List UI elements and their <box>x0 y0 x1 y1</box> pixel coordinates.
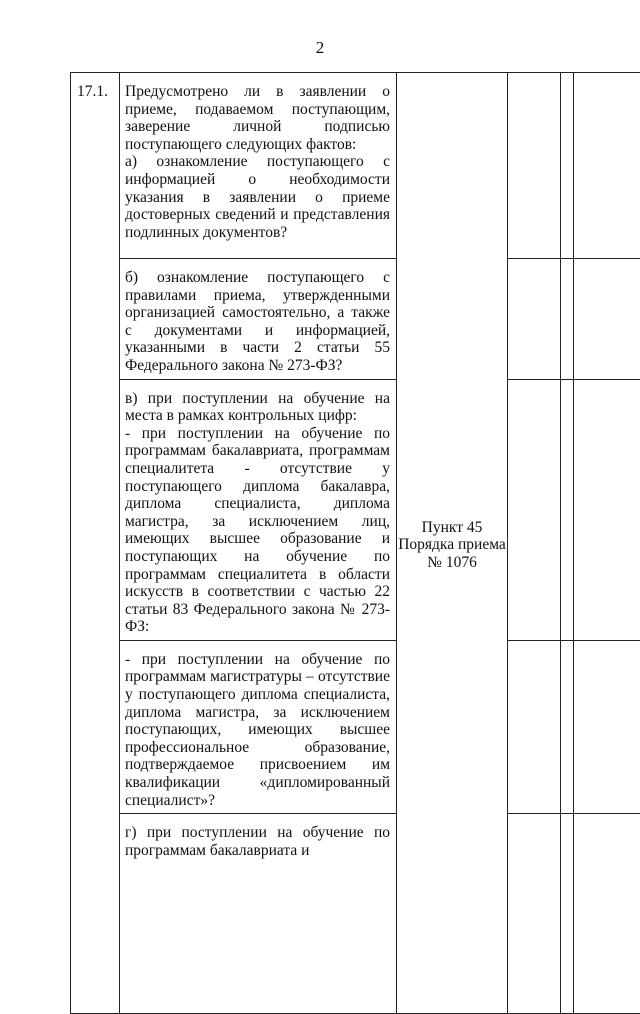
table-row <box>71 73 640 259</box>
item-c-intro: в) при поступлении на обучение на места в рамках контрольных цифр: <box>125 390 390 425</box>
reference-line: Порядка приема <box>397 536 507 554</box>
answer-cell[interactable] <box>561 379 574 640</box>
item-b: б) ознакомление поступающего с правилами приема, утвержденными организацией самостоятельно, а также с документами и информацией, указанными в части 2 статьи 55 Федерального закона № 273-ФЗ? <box>125 269 390 375</box>
answer-cell[interactable] <box>508 814 561 1014</box>
question-cell <box>120 640 397 813</box>
item-c2: - при поступлении на обучение по программам магистратуры – отсутствие у поступающего диплома специалиста, диплома магистра, за исключением поступающих, имеющих высшее профессиональное образование, подтверждаемое присвоением им квалификации «дипломированный специалист»? <box>125 651 390 809</box>
item-a: а) ознакомление поступающего с информацией о необходимости указания в заявлении о приеме достоверных сведений и представления подлинных документов? <box>125 153 390 241</box>
row-number-cell <box>71 73 120 1014</box>
row-number: 17.1. <box>77 83 108 100</box>
answer-cell[interactable] <box>574 640 640 813</box>
item-d: г) при поступлении на обучение по программам бакалавриата и <box>125 824 390 859</box>
table-row <box>71 814 640 1014</box>
question-cell <box>120 814 397 1014</box>
answer-cell[interactable] <box>508 640 561 813</box>
page-number: 2 <box>0 38 640 58</box>
question-cell <box>120 259 397 380</box>
item-c1: - при поступлении на обучение по программам бакалавриата, программам специалитета - отсутствие у поступающего диплома бакалавра, диплома специалиста, диплома магистра, за исключением лиц, имеющих высшее образование и поступающих на обучение по программам специалитета в области искусств в соответствии с частью 22 статьи 83 Федерального закона № 273-ФЗ: <box>125 425 390 636</box>
answer-cell[interactable] <box>574 73 640 259</box>
answer-cell[interactable] <box>508 259 561 380</box>
answer-cell[interactable] <box>508 73 561 259</box>
question-cell <box>120 379 397 640</box>
answer-cell[interactable] <box>508 379 561 640</box>
table-row <box>71 640 640 813</box>
answer-cell[interactable] <box>561 640 574 813</box>
answer-cell[interactable] <box>561 259 574 380</box>
answer-cell[interactable] <box>574 814 640 1014</box>
question-intro: Предусмотрено ли в заявлении о приеме, подаваемом поступающим, заверение личной подписью поступающего следующих фактов: <box>125 83 390 153</box>
reference-line: Пункт 45 <box>397 519 507 537</box>
checklist-table <box>70 72 640 1014</box>
reference-line: № 1076 <box>397 554 507 572</box>
answer-cell[interactable] <box>574 259 640 380</box>
reference-cell <box>397 73 508 1014</box>
table-row <box>71 259 640 380</box>
answer-cell[interactable] <box>561 73 574 259</box>
question-cell <box>120 73 397 259</box>
answer-cell[interactable] <box>561 814 574 1014</box>
answer-cell[interactable] <box>574 379 640 640</box>
table-row <box>71 379 640 640</box>
